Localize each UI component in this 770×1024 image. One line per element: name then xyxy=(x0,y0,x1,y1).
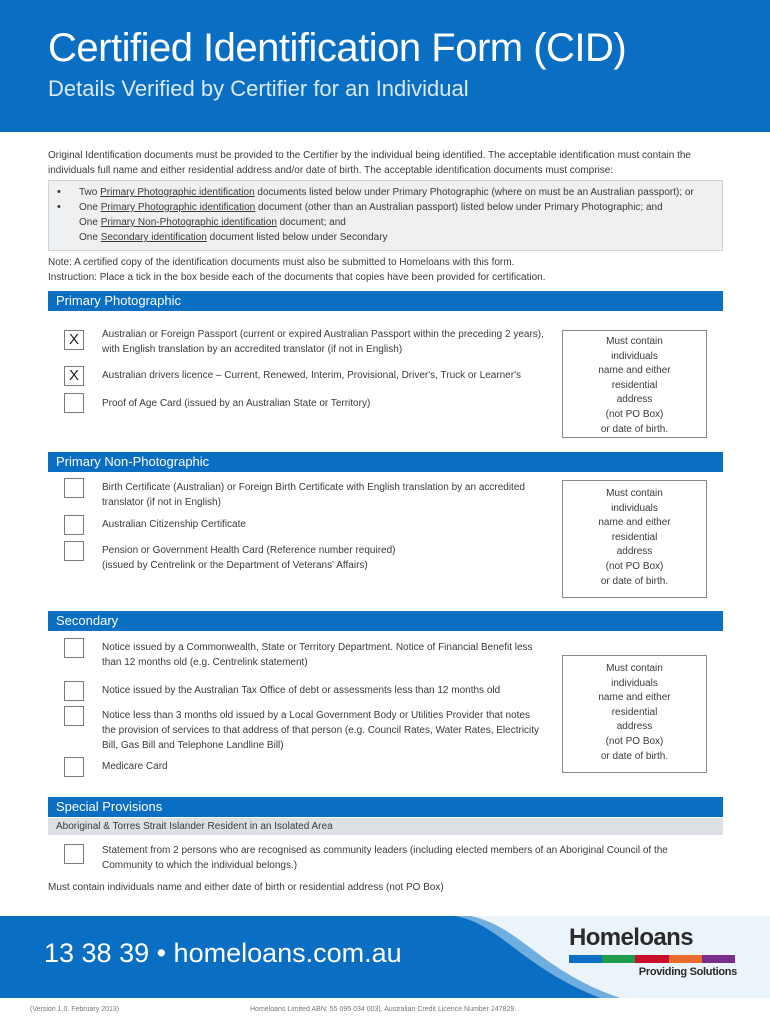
primary-nonphoto-link[interactable]: Primary Non-Photographic identification xyxy=(100,217,277,228)
item-commonwealth-notice: Notice issued by a Commonwealth, State or Territory Department. Notice of Financial Benefit less than 12 months old (e.g. Centrelink statement) xyxy=(102,642,533,668)
note-text xyxy=(48,255,728,285)
secondary-link[interactable]: Secondary identification xyxy=(100,232,207,243)
option-one-secondary: One Secondary identification document listed below under Secondary xyxy=(79,232,388,243)
checkbox-birth-certificate[interactable] xyxy=(64,478,84,498)
logo-tagline: Providing Solutions xyxy=(638,966,737,978)
checkbox-utilities-notice[interactable] xyxy=(64,706,84,726)
form-title: Certified Identification Form (CID) xyxy=(48,26,627,70)
abn-licence-text: Homeloans Limited ABN: 55 095 034 003), Australian Credit Licence Number 247829. xyxy=(250,1006,517,1013)
checkbox-pension-card[interactable] xyxy=(64,541,84,561)
option-two-primary-photo: Two Primary Photographic identification documents listed below under Primary Photographic (where on must be an Australian passport); or xyxy=(79,187,694,198)
item-utilities-notice: Notice less than 3 months old issued by a Local Government Body or Utilities Provider that notes the provision of services to that address of that person (e.g. Council Rates, Water Rates, Electricity Bill, Gas Bill and Telephone Landline Bill) xyxy=(102,710,540,751)
primary-photo-link[interactable]: Primary Photographic identification xyxy=(100,187,255,198)
contact-phone-website: 13 38 39 • homeloans.com.au xyxy=(44,938,402,968)
item-drivers-licence: Australian drivers licence – Current, Renewed, Interim, Provisional, Driver's, Truck or Learner's xyxy=(102,370,521,381)
intro-line-2: individuals full name and either residential address and/or date of birth. The acceptable identification documents must comprise: xyxy=(48,165,614,176)
item-birth-certificate: Birth Certificate (Australian) or Foreign Birth Certificate with English translation by an accredited translator (if not in English) xyxy=(102,482,525,508)
note-line: Note: A certified copy of the identification documents must also be submitted to Homeloans with this form. xyxy=(48,257,515,268)
item-proof-of-age: Proof of Age Card (issued by an Australian State or Territory) xyxy=(102,398,371,409)
footer-must-contain-note: Must contain individuals name and either date of birth or residential address (not PO Box) xyxy=(48,882,444,893)
checkbox-citizenship-certificate[interactable] xyxy=(64,515,84,535)
option-one-primary-photo: One Primary Photographic identification document (other than an Australian passport) listed below under Primary Photographic; and xyxy=(79,202,663,213)
logo-wordmark: Homeloans xyxy=(569,924,693,951)
special-provisions-subheader: Aboriginal & Torres Strait Islander Resident in an Isolated Area xyxy=(48,818,723,835)
intro-text xyxy=(48,148,728,178)
identification-options-box xyxy=(48,180,723,251)
section-header-special-provisions: Special Provisions xyxy=(48,797,723,817)
item-community-statement: Statement from 2 persons who are recognised as community leaders (including elected members of an Aboriginal Council of the Community to which the individual belongs.) xyxy=(102,845,668,871)
checkbox-drivers-licence[interactable]: X xyxy=(64,366,84,386)
bullet-icon: • xyxy=(57,201,61,213)
must-contain-note-secondary: Must contain individuals name and either residential address (not PO Box) or date of birth. xyxy=(562,655,707,773)
section-header-primary-photographic: Primary Photographic xyxy=(48,291,723,311)
instruction-line: Instruction: Place a tick in the box beside each of the documents that copies have been provided for certification. xyxy=(48,272,546,283)
checkbox-commonwealth-notice[interactable] xyxy=(64,638,84,658)
section-header-secondary: Secondary xyxy=(48,611,723,631)
must-contain-note-primary-photo: Must contain individuals name and either residential address (not PO Box) or date of birth. xyxy=(562,330,707,438)
item-tax-office-notice: Notice issued by the Australian Tax Office of debt or assessments less than 12 months old xyxy=(102,685,501,696)
item-pension-card: Pension or Government Health Card (Reference number required) (issued by Centrelink or the Department of Veterans' Affairs) xyxy=(102,545,396,571)
version-text: (Version 1.0. February 2013) xyxy=(30,1006,120,1013)
homeloans-logo xyxy=(567,924,737,986)
checkbox-passport[interactable]: X xyxy=(64,330,84,350)
logo-color-stripe xyxy=(569,955,735,963)
checkbox-medicare-card[interactable] xyxy=(64,757,84,777)
primary-photo-link[interactable]: Primary Photographic identification xyxy=(100,202,256,213)
intro-line-1: Original Identification documents must be provided to the Certifier by the individual being identified. The acceptable identification must contain the xyxy=(48,150,691,161)
page-header xyxy=(0,0,770,132)
section-header-primary-non-photographic: Primary Non-Photographic xyxy=(48,452,723,472)
option-one-primary-nonphoto: One Primary Non-Photographic identification document; and xyxy=(79,217,346,228)
checkbox-community-statement[interactable] xyxy=(64,844,84,864)
item-medicare-card: Medicare Card xyxy=(102,761,168,772)
checkbox-tax-office-notice[interactable] xyxy=(64,681,84,701)
checkbox-proof-of-age[interactable] xyxy=(64,393,84,413)
must-contain-note-primary-nonphoto: Must contain individuals name and either residential address (not PO Box) or date of birth. xyxy=(562,480,707,598)
form-subtitle: Details Verified by Certifier for an Individual xyxy=(48,76,469,101)
item-citizenship-certificate: Australian Citizenship Certificate xyxy=(102,519,246,530)
item-passport: Australian or Foreign Passport (current or expired Australian Passport within the preceding 2 years), with English translation by an accredited translator (if not in English) xyxy=(102,329,544,355)
bullet-icon: • xyxy=(57,186,61,198)
